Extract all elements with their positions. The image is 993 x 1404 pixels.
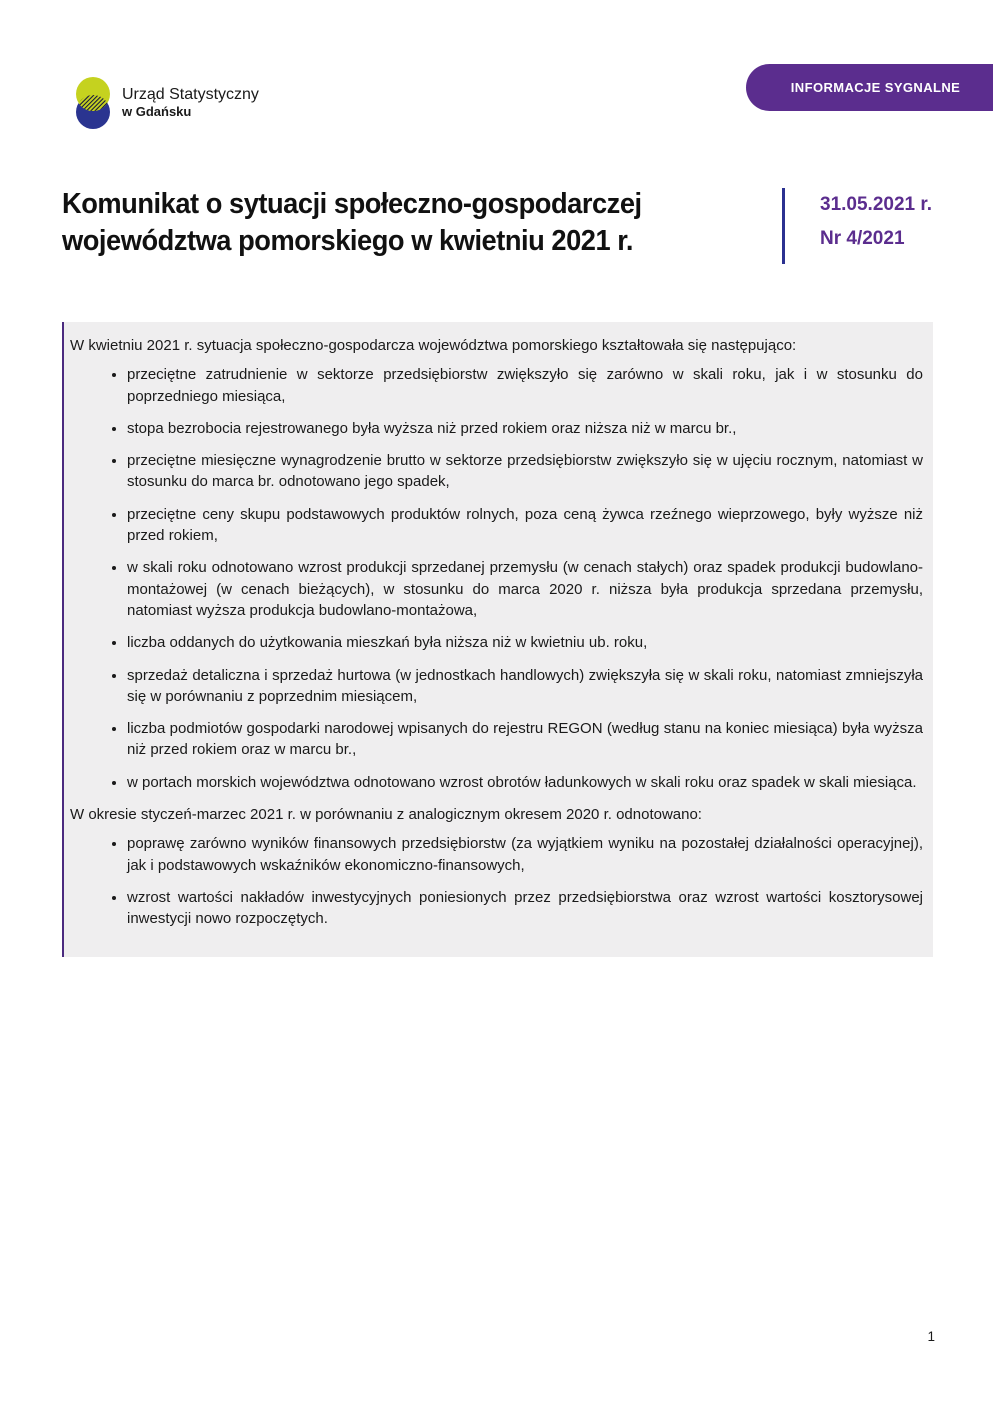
page-footer: [927, 1328, 935, 1346]
summary-bullet-list-2: [70, 833, 925, 929]
list-item: • przeciętne zatrudnienie w sektorze przedsiębiorstw zwiększyło się zarówno w skali roku, jak i w stosunku do poprzedniego miesiąca,: [127, 364, 925, 407]
page-title: [62, 186, 679, 264]
issue-text: [820, 186, 932, 256]
list-item: • sprzedaż detaliczna i sprzedaż hurtowa (w jednostkach handlowych) zwiększyła się w skali roku, natomiast zmniejszyła się w porównaniu z poprzednim miesiącem,: [127, 665, 925, 708]
informacje-sygnalne-badge: INFORMACJE SYGNALNE: [746, 64, 993, 111]
summary-intro-2: W okresie styczeń-marzec 2021 r. w porównaniu z analogicznym okresem 2020 r. odnotowano:: [70, 806, 702, 824]
list-item: • stopa bezrobocia rejestrowanego była wyższa niż przed rokiem oraz niższa niż w marcu br.,: [127, 418, 925, 439]
two-circles-logo-icon: [74, 76, 112, 130]
list-item: • liczba oddanych do użytkowania mieszkań była niższa niż w kwietniu ub. roku,: [127, 632, 925, 653]
list-item: • liczba podmiotów gospodarki narodowej wpisanych do rejestru REGON (według stanu na koniec miesiąca) była wyższa niż przed rokiem oraz w marcu br.,: [127, 718, 925, 761]
list-item: • przeciętne miesięczne wynagrodzenie brutto w sektorze przedsiębiorstw zwiększyło się w ujęciu rocznym, natomiast w stosunku do marca br. odnotowano jego spadek,: [127, 450, 925, 493]
summary-intro-1: W kwietniu 2021 r. sytuacja społeczno-gospodarcza województwa pomorskiego kształtowała się następująco:: [70, 337, 797, 354]
page-number: 1: [927, 1329, 935, 1344]
logo-org-name: Urząd Statystyczny: [122, 86, 259, 104]
vertical-divider: [782, 188, 785, 264]
page-title-line1: Komunikat o sytuacji społeczno-gospodarczej: [62, 188, 642, 220]
list-item: • w skali roku odnotowano wzrost produkcji sprzedanej przemysłu (w cenach stałych) oraz spadek produkcji budowlano-montażowej (w cenach bieżących), w stosunku do marca 2020 r. niższa była produkcja sprzedana przemysłu, natomiast wyższa produkcja budowlano-montażowa,: [127, 557, 925, 621]
logo-org-city: w Gdańsku: [122, 103, 192, 119]
issue-date: 31.05.2021 r.: [820, 194, 932, 215]
logo-text: [122, 86, 259, 119]
list-item: • przeciętne ceny skupu podstawowych produktów rolnych, poza ceną żywca rzeźnego wieprzowego, były wyższe niż przed rokiem,: [127, 504, 925, 547]
statistical-office-logo: [74, 76, 259, 130]
summary-box: [62, 322, 933, 957]
list-item: • wzrost wartości nakładów inwestycyjnych poniesionych przez przedsiębiorstwa oraz wzrost wartości kosztorysowej inwestycji nowo rozpoczętych.: [127, 887, 925, 930]
page-title-line2: województwa pomorskiego w kwietniu 2021 r.: [62, 225, 634, 258]
list-item: • poprawę zarówno wyników finansowych przedsiębiorstw (za wyjątkiem wyniku na pozostałej działalności operacyjnej), jak i podstawowych wskaźników ekonomiczno-finansowych,: [127, 833, 925, 876]
summary-bullet-list-1: [70, 364, 925, 793]
issue-info: [782, 186, 932, 264]
issue-number: Nr 4/2021: [820, 228, 905, 249]
list-item: • w portach morskich województwa odnotowano wzrost obrotów ładunkowych w skali roku oraz spadek w skali miesiąca.: [127, 772, 925, 793]
title-row: [62, 186, 932, 264]
